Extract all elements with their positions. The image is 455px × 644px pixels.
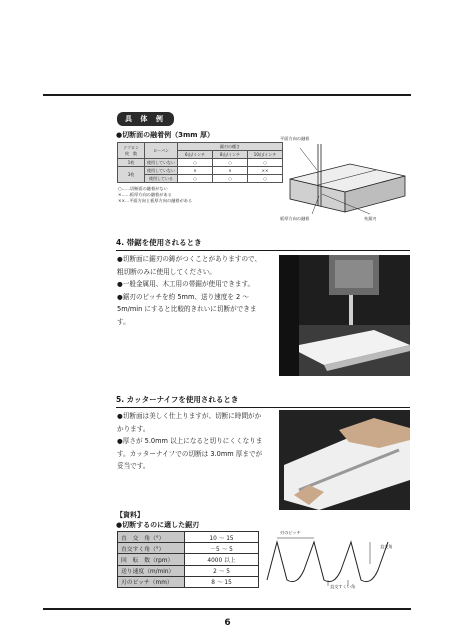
- tooth-label-rake: 直交すくい角: [330, 584, 356, 589]
- spec-value: －5 ～ 5: [185, 543, 259, 554]
- spec-value: 8 ～ 15: [185, 576, 259, 587]
- table-cell: 1枚: [118, 159, 145, 167]
- table-cell: ××: [248, 167, 283, 175]
- table-col: 10山/インチ: [248, 151, 283, 159]
- legend-line: ××…平面方向と板厚方向の融着がある: [118, 198, 193, 203]
- tooth-label-pitch: 刃のピッチ: [280, 530, 301, 535]
- legend-line: ×……板厚方向の融着がある: [118, 192, 172, 197]
- bottom-rule: [43, 608, 411, 610]
- spec-value: 10 ～ 15: [185, 532, 259, 543]
- spec-label: 直交すく角（°）: [118, 543, 185, 554]
- saw-spec-table: [117, 531, 259, 588]
- spec-label: 直 交 角（°）: [118, 532, 185, 543]
- saw-tooth-shape: [262, 530, 410, 592]
- reference-title: 【資料】: [116, 511, 144, 519]
- top-rule: [43, 94, 411, 96]
- table-cell: ○: [213, 159, 248, 167]
- fusion-diagram: [280, 134, 410, 234]
- spec-label: 刃のピッチ（mm）: [118, 576, 185, 587]
- section-5-text: [117, 410, 265, 473]
- example-badge: 具 体 例: [117, 112, 174, 126]
- list-item: ●切断面は美しく仕上りますが、切断に時間がかかります。: [117, 412, 262, 433]
- tooth-diagram: [262, 530, 410, 592]
- diagram-label-thickness: 板厚方向の融着: [280, 216, 310, 221]
- table-cell: 使用している: [145, 175, 178, 183]
- spec-value: 4000 以上: [185, 554, 259, 565]
- band-saw-photo: [279, 255, 410, 376]
- diagram-label-blade: 糸鋸刃: [364, 216, 377, 221]
- list-item: ●一般金属用、木工用の帯鋸が使用できます。: [117, 280, 255, 289]
- fusion-table: [117, 142, 283, 183]
- table-cell: 3枚: [118, 167, 145, 183]
- table-cell: ○: [178, 159, 213, 167]
- section-5-title: 5. カッターナイフを使用されるとき: [116, 394, 410, 408]
- spec-label: 回 転 数（rpm）: [118, 554, 185, 565]
- table-cell: 使用していない: [145, 167, 178, 175]
- table-row: [118, 565, 259, 576]
- example-title: ●切断面の融着例（3mm 厚）: [116, 131, 215, 139]
- diagram-label-plane: 平面方向の融着: [280, 136, 310, 141]
- table-cell: ×: [213, 167, 248, 175]
- table-cell: ○: [248, 175, 283, 183]
- table-cell: ×: [178, 167, 213, 175]
- spec-label: 送り速度（m/min）: [118, 565, 185, 576]
- list-item: ●鋸刃のピッチを約 5mm、送り速度を 2 ～ 5m/min にすると比較的きれいに切断ができます。: [117, 292, 257, 326]
- table-col: 6山/インチ: [178, 151, 213, 159]
- table-row: [118, 167, 283, 175]
- table-row: [118, 159, 283, 167]
- table-head-material: ソフロン 枚 数: [118, 143, 145, 159]
- table-row: [118, 532, 259, 543]
- table-col: 8山/インチ: [213, 151, 248, 159]
- table-cell: ○: [248, 159, 283, 167]
- table-row: [118, 543, 259, 554]
- list-item: ●切断面に鋸刃の鋳がつくことがありますので、粗切断のみに使用してください。: [117, 255, 262, 276]
- spec-value: 2 ～ 5: [185, 565, 259, 576]
- reference-subtitle: ●切断するのに適した鋸刃: [116, 521, 200, 529]
- legend-line: ○……切断面の融着がない: [118, 186, 168, 191]
- page-number: 6: [224, 618, 231, 628]
- table-cell: ○: [178, 175, 213, 183]
- table-cell: ○: [213, 175, 248, 183]
- table-head-pitch: 鋸刃の種さ: [178, 143, 283, 151]
- section-4-title: 4. 帯鋸を使用されるとき: [116, 237, 410, 251]
- cutter-knife-photo: [279, 410, 410, 510]
- fusion-legend: [118, 186, 192, 204]
- table-row: [118, 554, 259, 565]
- table-row: [118, 576, 259, 587]
- section-4-text: [117, 253, 265, 329]
- list-item: ●厚さが 5.0mm 以上になると切りにくくなります。カッターナイフでの切断は 3.0mm 厚までが妥当です。: [117, 437, 263, 471]
- table-cell: 使用していない: [145, 159, 178, 167]
- tooth-label-angle: 直交角: [380, 544, 393, 549]
- table-head-coolant: ローパン: [145, 143, 178, 159]
